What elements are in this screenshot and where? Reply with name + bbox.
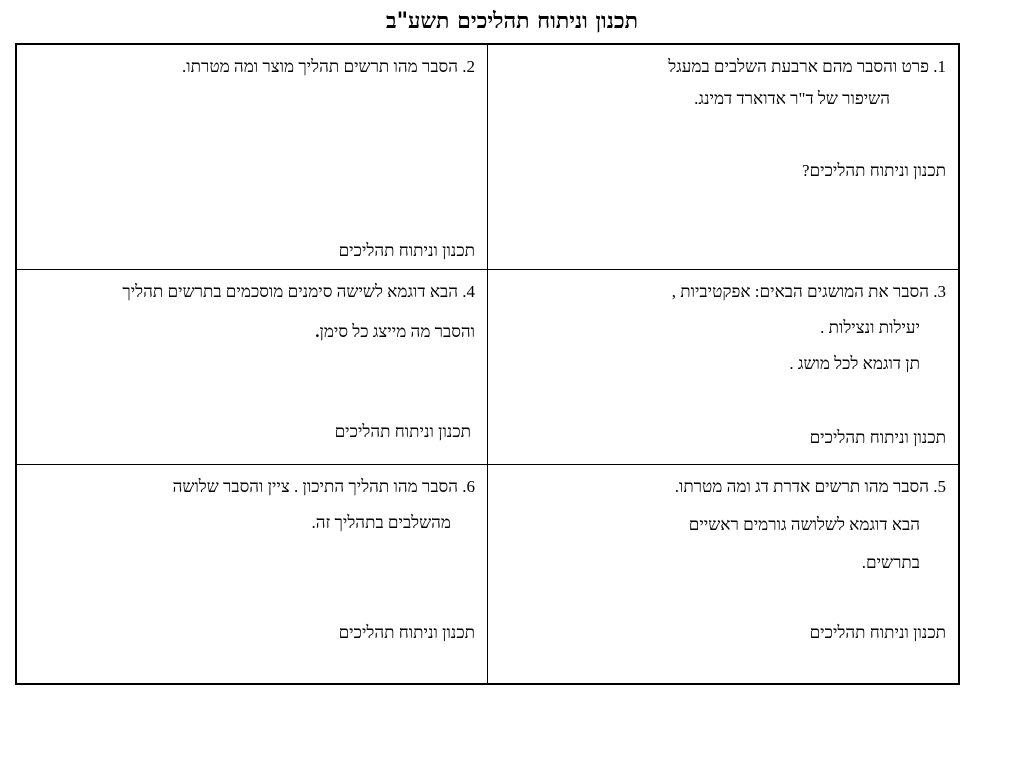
card-1 bbox=[488, 44, 960, 270]
card-6 bbox=[16, 465, 488, 685]
card-2-footer: תכנון וניתוח תהליכים bbox=[338, 241, 475, 260]
card-3 bbox=[488, 270, 960, 465]
card-3-footer: תכנון וניתוח תהליכים bbox=[809, 428, 946, 447]
card-6-footer: תכנון וניתוח תהליכים bbox=[338, 623, 475, 642]
card-5-line-3: בתרשים. bbox=[861, 553, 920, 572]
card-4-line-2: והסבר מה מייצג כל סימן bbox=[319, 322, 475, 341]
card-1-line-1: 1. פרט והסבר מהם ארבעת השלבים במעגל bbox=[668, 57, 946, 76]
card-4-footer: תכנון וניתוח תהליכים bbox=[334, 422, 471, 441]
card-3-line-3: תן דוגמא לכל מושג . bbox=[789, 354, 920, 373]
card-1-footer: תכנון וניתוח תהליכים? bbox=[802, 161, 946, 180]
card-5 bbox=[488, 465, 960, 685]
card-5-footer: תכנון וניתוח תהליכים bbox=[809, 623, 946, 642]
card-2-line-1: 2. הסבר מהו תרשים תהליך מוצר ומה מטרתו. bbox=[182, 57, 475, 76]
card-3-line-1: 3. הסבר את המושגים הבאים: אפקטיביות , bbox=[671, 282, 946, 301]
card-3-line-2: יעילות ונצילות . bbox=[820, 318, 920, 337]
card-5-line-2: הבא דוגמא לשלושה גורמים ראשיים bbox=[688, 515, 920, 534]
card-4-line-2-wrap bbox=[315, 320, 475, 344]
card-1-line-2: השיפור של ד"ר אדוארד דמינג. bbox=[694, 89, 890, 108]
card-6-line-1: 6. הסבר מהו תהליך התיכון . ציין והסבר שלושה bbox=[172, 477, 475, 496]
question-grid bbox=[15, 43, 960, 685]
card-6-line-2: מהשלבים בתהליך זה. bbox=[311, 513, 451, 532]
card-5-line-1: 5. הסבר מהו תרשים אדרת דג ומה מטרתו. bbox=[674, 477, 946, 496]
card-4-bold-dot: . bbox=[315, 322, 320, 341]
page-title: תכנון וניתוח תהליכים תשע"ב bbox=[385, 8, 639, 34]
card-2 bbox=[16, 44, 488, 270]
card-4-line-1: 4. הבא דוגמא לשישה סימנים מוסכמים בתרשים תהליך bbox=[122, 282, 475, 301]
card-4 bbox=[16, 270, 488, 465]
